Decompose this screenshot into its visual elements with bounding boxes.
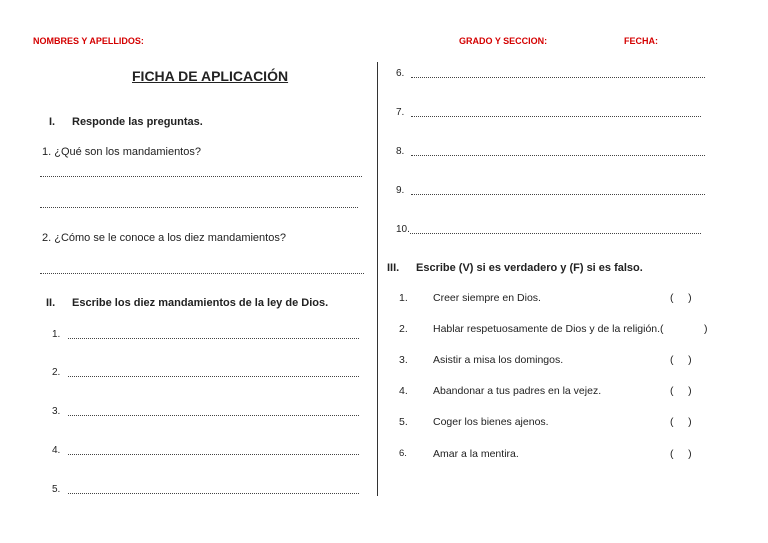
date-label: FECHA: bbox=[624, 36, 658, 46]
answer-line-q1a[interactable] bbox=[40, 176, 362, 177]
commandment-line-3[interactable] bbox=[68, 415, 359, 416]
tf-number-6: 6. bbox=[399, 448, 407, 459]
answer-line-q1b[interactable] bbox=[40, 207, 358, 208]
commandment-line-10[interactable] bbox=[410, 233, 701, 234]
commandment-number-1: 1. bbox=[52, 329, 61, 340]
names-label: NOMBRES Y APELLIDOS: bbox=[33, 36, 144, 46]
tf-number-2: 2. bbox=[399, 323, 408, 335]
grade-label: GRADO Y SECCION: bbox=[459, 36, 548, 46]
commandment-line-6[interactable] bbox=[411, 77, 705, 78]
commandment-number-3: 3. bbox=[52, 406, 61, 417]
commandment-number-9: 9. bbox=[396, 185, 405, 196]
section2-heading: Escribe los diez mandamientos de la ley de Dios. bbox=[72, 297, 329, 309]
commandment-line-4[interactable] bbox=[68, 454, 359, 455]
tf-statement-1: Creer siempre en Dios. bbox=[433, 292, 541, 304]
tf-statement-4: Abandonar a tus padres en la vejez. bbox=[433, 385, 602, 397]
tf-answer-box-6[interactable]: ( ) bbox=[670, 448, 692, 460]
tf-answer-box-5[interactable]: ( ) bbox=[670, 416, 692, 428]
page-title: FICHA DE APLICACIÓN bbox=[132, 68, 289, 84]
tf-statement-3: Asistir a misa los domingos. bbox=[433, 354, 564, 366]
tf-answer-box-4[interactable]: ( ) bbox=[670, 385, 692, 397]
commandment-line-7[interactable] bbox=[411, 116, 701, 117]
tf-answer-box-1[interactable]: ( ) bbox=[670, 292, 692, 304]
column-divider bbox=[377, 62, 378, 496]
commandment-line-1[interactable] bbox=[68, 338, 359, 339]
commandment-line-2[interactable] bbox=[68, 376, 359, 377]
commandment-number-7: 7. bbox=[396, 107, 405, 118]
commandment-number-6: 6. bbox=[396, 68, 405, 79]
commandment-number-8: 8. bbox=[396, 146, 405, 157]
tf-answer-box-2[interactable]: ) bbox=[704, 323, 708, 335]
tf-number-1: 1. bbox=[399, 292, 408, 304]
tf-number-4: 4. bbox=[399, 385, 408, 397]
tf-statement-2: Hablar respetuosamente de Dios y de la religión.( bbox=[433, 323, 664, 335]
tf-statement-6: Amar a la mentira. bbox=[433, 448, 519, 460]
answer-line-q2[interactable] bbox=[40, 273, 364, 274]
question-1: 1. ¿Qué son los mandamientos? bbox=[42, 146, 201, 158]
question-2: 2. ¿Cómo se le conoce a los diez mandamientos? bbox=[42, 232, 286, 244]
commandment-number-4: 4. bbox=[52, 445, 61, 456]
tf-number-5: 5. bbox=[399, 416, 408, 428]
commandment-line-9[interactable] bbox=[411, 194, 705, 195]
tf-number-3: 3. bbox=[399, 354, 408, 366]
commandment-number-2: 2. bbox=[52, 367, 61, 378]
commandment-line-8[interactable] bbox=[411, 155, 705, 156]
commandment-number-10: 10. bbox=[396, 224, 410, 235]
commandment-number-5: 5. bbox=[52, 484, 61, 495]
tf-answer-box-3[interactable]: ( ) bbox=[670, 354, 692, 366]
tf-statement-5: Coger los bienes ajenos. bbox=[433, 416, 549, 428]
section3-roman: III. bbox=[387, 262, 400, 274]
commandment-line-5[interactable] bbox=[68, 493, 359, 494]
section1-heading: Responde las preguntas. bbox=[72, 116, 203, 128]
section3-heading: Escribe (V) si es verdadero y (F) si es falso. bbox=[416, 262, 643, 274]
section1-roman: I. bbox=[49, 116, 56, 128]
section2-roman: II. bbox=[46, 297, 56, 309]
